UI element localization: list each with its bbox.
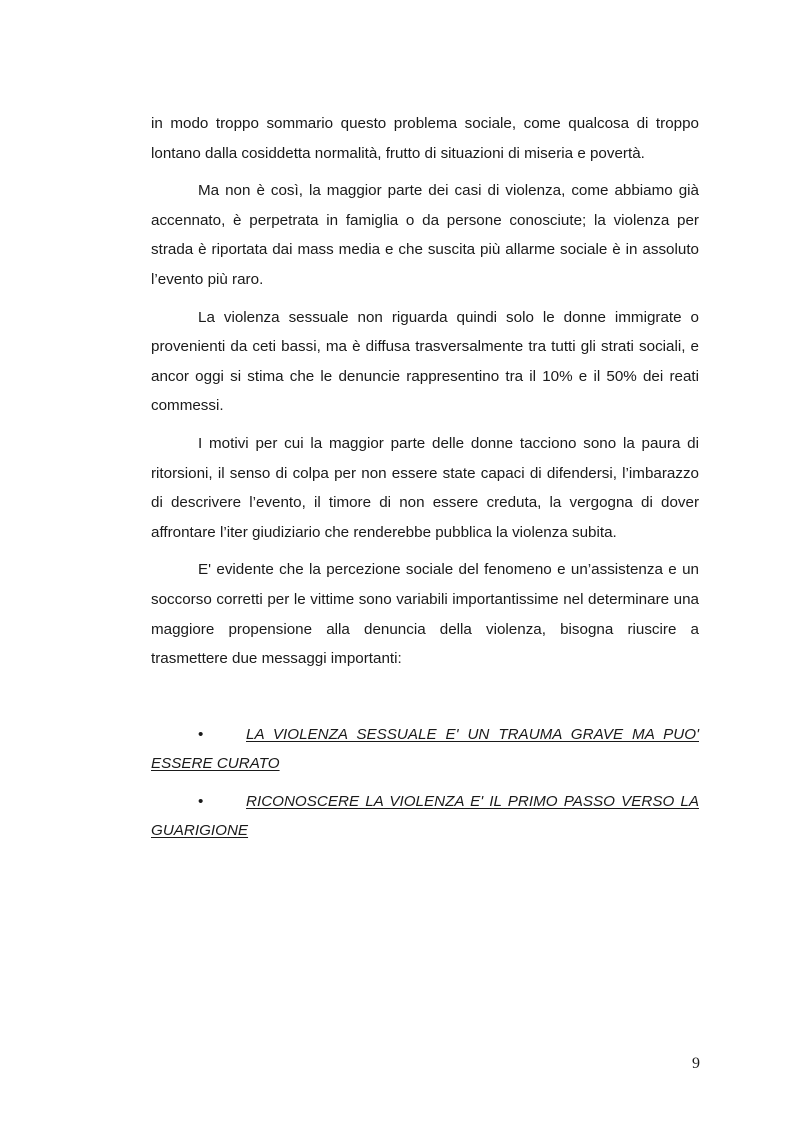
bullet-list (151, 720, 699, 846)
page-number: 9 (692, 1055, 700, 1072)
bullet-item (151, 787, 699, 846)
page-body (151, 109, 699, 854)
bullet-text: RICONOSCERE LA VIOLENZA E' IL PRIMO PASSO VERSO LA GUARIGIONE (151, 792, 699, 840)
paragraph-continued: in modo troppo sommario questo problema sociale, come qualcosa di troppo lontano dalla cosiddetta normalità, frutto di situazioni di miseria e povertà. (151, 115, 699, 162)
bullet-icon: • (198, 792, 204, 810)
paragraph: Ma non è così, la maggior parte dei casi di violenza, come abbiamo già accennato, è perpetrata in famiglia o da persone conosciute; la violenza per strada è riportata dai mass media e che suscita più allarme sociale è in assoluto l’evento più raro. (151, 182, 699, 288)
paragraph: La violenza sessuale non riguarda quindi solo le donne immigrate o provenienti da ceti bassi, ma è diffusa trasversalmente tra tutti gli strati sociali, e ancor oggi si stima che le denuncie rappresentino tra il 10% e il 50% dei reati commessi. (151, 308, 699, 415)
bullet-icon: • (198, 725, 204, 743)
bullet-text: LA VIOLENZA SESSUALE E' UN TRAUMA GRAVE MA PUO' ESSERE CURATO (151, 725, 699, 773)
paragraph: I motivi per cui la maggior parte delle donne tacciono sono la paura di ritorsioni, il senso di colpa per non essere state capaci di difendersi, l’imbarazzo di descrivere l’evento, il timore di non essere creduta, la vergogna di dover affrontare l’iter giudiziario che renderebbe pubblica la violenza subita. (151, 434, 699, 541)
bullet-item (151, 720, 699, 779)
paragraph: E' evidente che la percezione sociale del fenomeno e un’assistenza e un soccorso corretti per le vittime sono variabili importantissime nel determinare una maggiore propensione alla denuncia della violenza, bisogna riuscire a trasmettere due messaggi importanti: (151, 561, 699, 668)
